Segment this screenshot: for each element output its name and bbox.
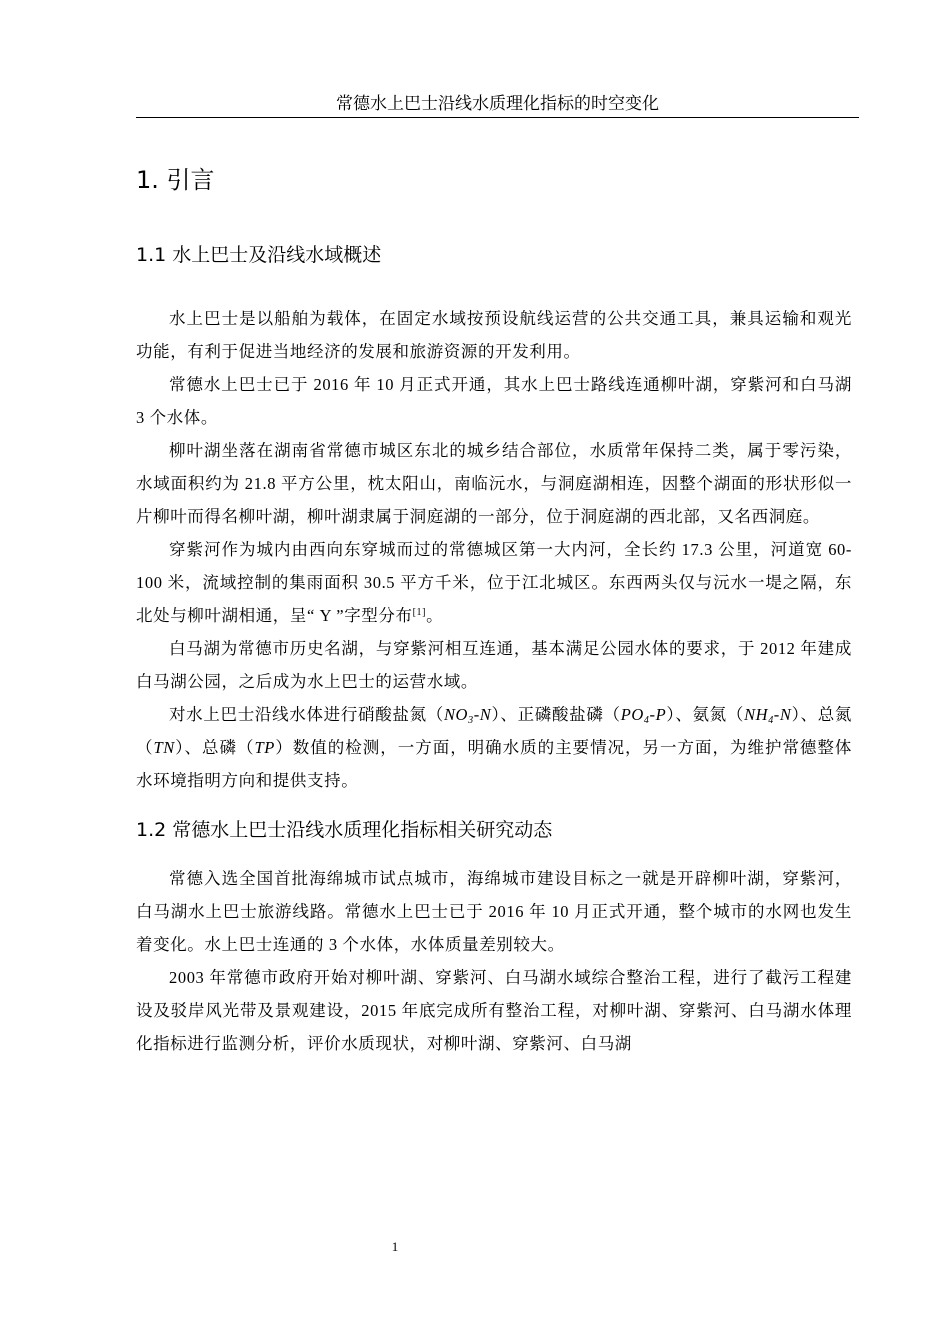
indicator-text-3: ）、氨氮（ [666, 705, 745, 724]
indicator-text-1: 对水上巴士沿线水体进行硝酸盐氮（ [169, 705, 444, 724]
indicator-text-4: ）、总氮（ [136, 705, 852, 757]
indicator-text-2: ）、正磷酸盐磷（ [491, 705, 621, 724]
running-header: 常德水上巴士沿线水质理化指标的时空变化 [336, 94, 659, 113]
page-number: 1 [391, 1239, 399, 1254]
formula-tn: TN [153, 738, 175, 757]
paragraph-liuye-lake: 柳叶湖坐落在湖南省常德市城区东北的城乡结合部位，水质常年保持二类，属于零污染，水域面积约为 21.8 平方公里，枕太阳山，南临沅水，与洞庭湖相连，因整个湖面的形状形似一片柳叶而得名柳叶湖，柳叶湖隶属于洞庭湖的一部分，位于洞庭湖的西北部，又名西洞庭。 [136, 441, 852, 526]
indicator-text-5: ）、总磷（ [174, 738, 255, 757]
section-heading-introduction: 1. 引言 [136, 166, 215, 194]
paragraph-remediation-project: 2003 年常德市政府开始对柳叶湖、穿紫河、白马湖水域综合整治工程，进行了截污工程建设及驳岸风光带及景观建设，2015 年底完成所有整治工程，对柳叶湖、穿紫河、白马湖水体理化指标进行监测分析，评价水质现状，对柳叶湖、穿紫河、白马湖 [136, 968, 852, 1053]
citation-ref: [1] [412, 607, 427, 618]
chuanzi-text: 穿紫河作为城内由西向东穿城而过的常德城区第一大内河，全长约 17.3 公里，河道宽 60-100 米，流域控制的集雨面积 30.5 平方千米，位于江北城区。东西两头仅与沅水一堤之隔，东北处与柳叶湖相通，呈“ Y ”字型分布 [136, 540, 852, 625]
subsection-heading-1-1: 1.1 水上巴士及沿线水域概述 [136, 244, 382, 266]
body-column [136, 160, 852, 1060]
formula-no3: $NO_3-N$ [443, 705, 492, 726]
indicator-text-6: ）数值的检测，一方面，明确水质的主要情况，另一方面，为维护常德整体水环境指明方向和提供支持。 [136, 738, 852, 790]
paragraph-sponge-city: 常德入选全国首批海绵城市试点城市，海绵城市建设目标之一就是开辟柳叶湖，穿紫河，白马湖水上巴士旅游线路。常德水上巴士已于 2016 年 10 月正式开通，整个城市的水网也发生着变化。水上巴士连通的 3 个水体，水体质量差别较大。 [136, 869, 852, 954]
formula-nh4: $NH_4-N$ [744, 705, 792, 726]
paragraph-baima-lake: 白马湖为常德市历史名湖，与穿紫河相互连通，基本满足公园水体的要求，于 2012 年建成白马湖公园，之后成为水上巴士的运营水域。 [136, 639, 852, 691]
paragraph-water-bus-opening: 常德水上巴士已于 2016 年 10 月正式开通，其水上巴士路线连通柳叶湖，穿紫河和白马湖 3 个水体。 [136, 375, 852, 427]
paragraph-chuanzi-river [136, 533, 852, 632]
formula-po4: $PO_4-P$ [620, 705, 667, 726]
paragraph-water-quality-indicators [136, 698, 852, 797]
chuanzi-end: 。 [426, 606, 444, 625]
subsection-heading-1-2: 1.2 常德水上巴士沿线水质理化指标相关研究动态 [136, 819, 553, 841]
header-rule [136, 117, 859, 118]
paragraph-water-bus-definition: 水上巴士是以船舶为载体，在固定水域按预设航线运营的公共交通工具，兼具运输和观光功能，有利于促进当地经济的发展和旅游资源的开发利用。 [136, 309, 852, 361]
formula-tp: TP [254, 738, 275, 757]
